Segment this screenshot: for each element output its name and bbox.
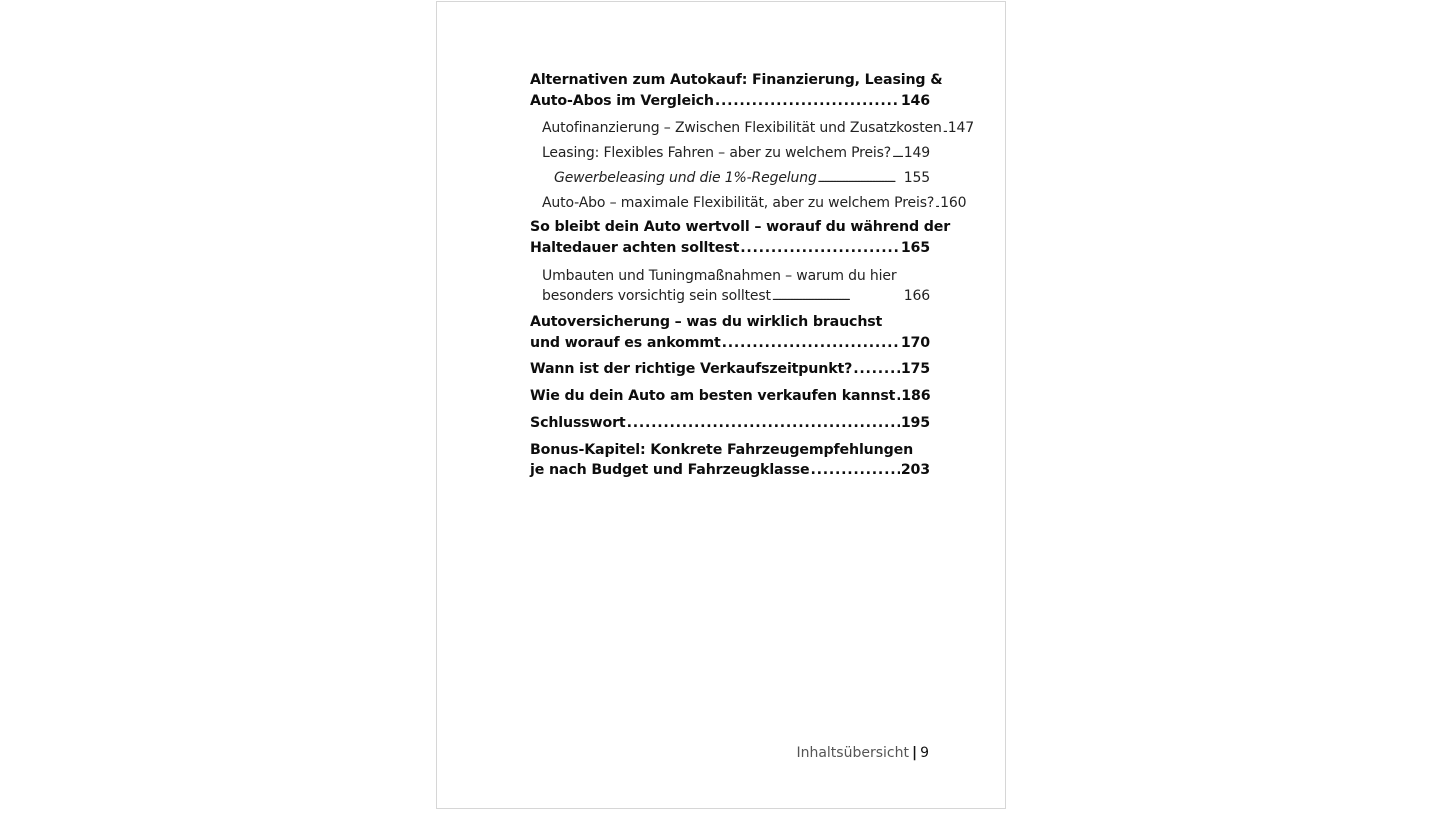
toc-entry-title: Autofinanzierung – Zwischen Flexibilität und Zusatzkosten <box>542 120 942 137</box>
toc-entry-title: Wann ist der richtige Verkaufszeitpunkt? <box>530 361 853 378</box>
toc-entry-title: Wie du dein Auto am besten verkaufen kannst <box>530 388 896 405</box>
toc-page-number: 203 <box>900 462 930 479</box>
dot-leader <box>811 460 900 481</box>
toc-entry-title-line2: besonders vorsichtig sein solltest <box>542 288 771 305</box>
toc-page-number: 160 <box>940 194 967 211</box>
dot-leader <box>818 168 903 191</box>
page-footer <box>796 745 929 761</box>
toc-entry[interactable] <box>530 266 930 309</box>
dot-leader <box>896 386 900 407</box>
dot-leader <box>853 359 900 380</box>
toc-entry[interactable] <box>530 70 943 111</box>
toc-page-number: 186 <box>901 388 931 405</box>
table-of-contents <box>530 70 975 481</box>
dot-leader <box>722 333 900 354</box>
toc-page-number: 195 <box>900 414 930 431</box>
toc-entry-title-line1: Umbauten und Tuningmaßnahmen – warum du hier <box>542 267 897 284</box>
toc-entry-title-line2: Auto-Abos im Vergleich <box>530 92 714 109</box>
toc-page-number: 147 <box>947 120 975 137</box>
toc-page-number: 155 <box>903 169 930 186</box>
toc-entry-title: Auto-Abo – maximale Flexibilität, aber zu welchem Preis? <box>542 194 935 211</box>
toc-entry-title-line1: Alternativen zum Autokauf: Finanzierung, Leasing & <box>530 72 943 88</box>
toc-page-number: 170 <box>900 334 930 351</box>
toc-page-number: 149 <box>903 145 930 162</box>
toc-entry[interactable] <box>530 217 951 258</box>
toc-page-number: 175 <box>900 361 930 378</box>
toc-entry[interactable] <box>530 440 930 481</box>
footer-page-number: 9 <box>920 745 929 761</box>
toc-entry[interactable] <box>530 312 930 353</box>
footer-separator: | <box>911 745 918 761</box>
toc-entry[interactable] <box>530 386 930 407</box>
toc-entry[interactable] <box>530 413 930 434</box>
toc-entry[interactable] <box>530 193 967 216</box>
toc-entry-title-line2: Haltedauer achten solltest <box>530 239 740 256</box>
dot-leader <box>627 413 900 434</box>
toc-entry-title-line1: Bonus-Kapitel: Konkrete Fahrzeugempfehlungen <box>530 441 914 458</box>
dot-leader <box>892 143 903 166</box>
dot-leader <box>935 193 939 216</box>
document-page <box>436 1 1006 809</box>
toc-entry-title: Gewerbeleasing und die 1%-Regelung <box>554 169 817 186</box>
toc-entry-title-line1: Autoversicherung – was du wirklich brauchst <box>530 314 883 331</box>
toc-entry[interactable] <box>530 143 930 166</box>
toc-entry[interactable] <box>530 168 930 191</box>
toc-entry-title: Leasing: Flexibles Fahren – aber zu welchem Preis? <box>542 145 892 162</box>
footer-section-title: Inhaltsübersicht <box>796 745 909 761</box>
dot-leader <box>740 238 900 259</box>
toc-entry-title: Schlusswort <box>530 414 626 431</box>
toc-page-number: 166 <box>903 288 930 305</box>
toc-page-number: 165 <box>900 239 930 256</box>
toc-entry-title-line2: und worauf es ankommt <box>530 334 721 351</box>
toc-entry-title-line2: je nach Budget und Fahrzeugklasse <box>530 462 810 479</box>
toc-entry[interactable] <box>530 118 975 141</box>
dot-leader <box>715 91 900 112</box>
toc-entry[interactable] <box>530 359 930 380</box>
toc-page-number: 146 <box>900 92 930 109</box>
dot-leader <box>772 286 903 309</box>
toc-entry-title-line1: So bleibt dein Auto wertvoll – worauf du während der <box>530 219 951 236</box>
dot-leader <box>943 118 947 141</box>
